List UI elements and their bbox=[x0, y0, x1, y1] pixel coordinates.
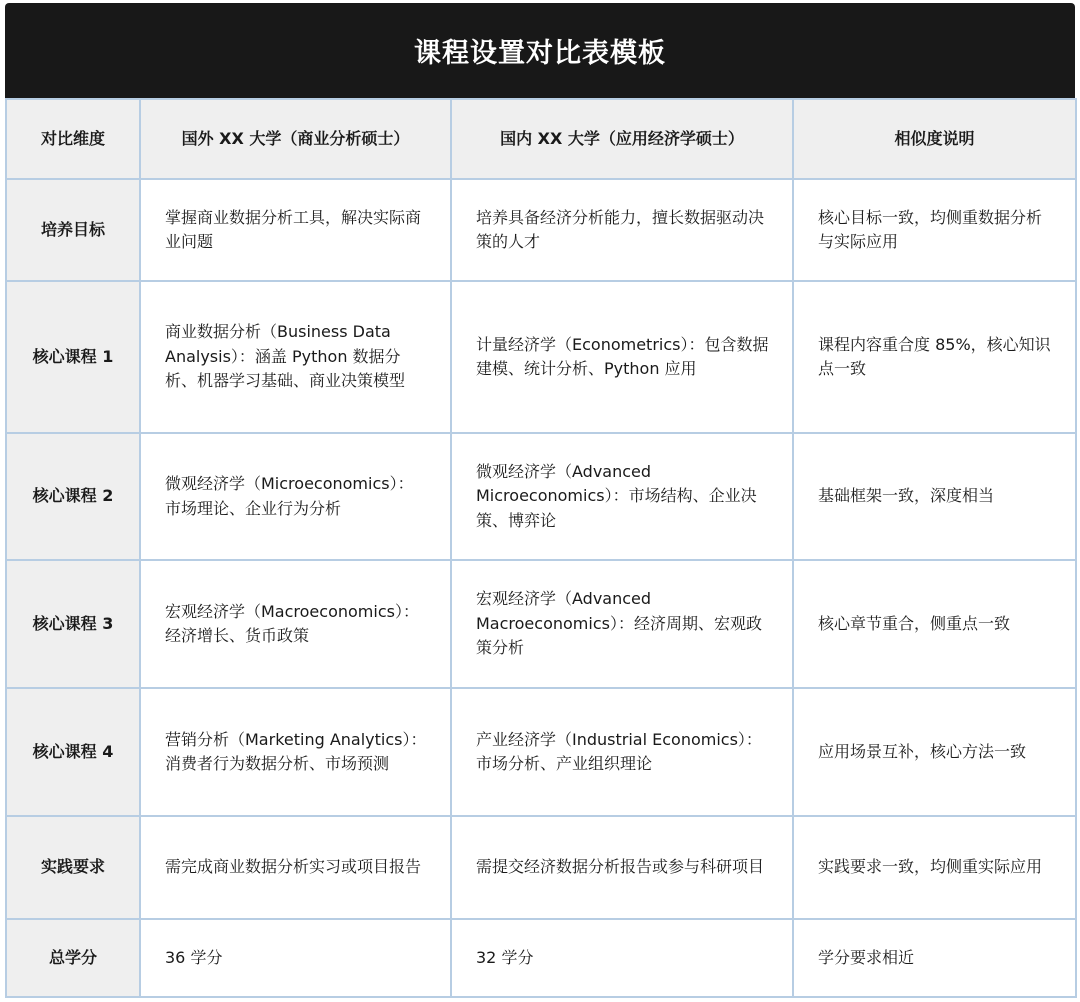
row-domestic: 32 学分 bbox=[451, 919, 793, 997]
row-dimension: 总学分 bbox=[6, 919, 140, 997]
title-bar bbox=[5, 3, 1075, 98]
row-similarity: 课程内容重合度 85%，核心知识点一致 bbox=[793, 281, 1076, 433]
row-domestic: 微观经济学（Advanced Microeconomics）：市场结构、企业决策、博弈论 bbox=[451, 433, 793, 560]
row-domestic: 宏观经济学（Advanced Macroeconomics）：经济周期、宏观政策分析 bbox=[451, 560, 793, 688]
row-domestic: 需提交经济数据分析报告或参与科研项目 bbox=[451, 816, 793, 919]
row-foreign: 商业数据分析（Business Data Analysis）：涵盖 Python 数据分析、机器学习基础、商业决策模型 bbox=[140, 281, 451, 433]
row-foreign: 宏观经济学（Macroeconomics）：经济增长、货币政策 bbox=[140, 560, 451, 688]
row-dimension: 核心课程 3 bbox=[6, 560, 140, 688]
row-foreign: 掌握商业数据分析工具，解决实际商业问题 bbox=[140, 179, 451, 281]
row-dimension: 核心课程 1 bbox=[6, 281, 140, 433]
row-domestic: 计量经济学（Econometrics）：包含数据建模、统计分析、Python 应用 bbox=[451, 281, 793, 433]
row-dimension: 培养目标 bbox=[6, 179, 140, 281]
header-foreign: 国外 XX 大学（商业分析硕士） bbox=[140, 99, 451, 179]
row-similarity: 应用场景互补，核心方法一致 bbox=[793, 688, 1076, 816]
table-row bbox=[6, 688, 1076, 816]
row-similarity: 实践要求一致，均侧重实际应用 bbox=[793, 816, 1076, 919]
row-similarity: 核心章节重合，侧重点一致 bbox=[793, 560, 1076, 688]
row-similarity: 学分要求相近 bbox=[793, 919, 1076, 997]
header-row bbox=[6, 99, 1076, 179]
comparison-table bbox=[5, 98, 1077, 998]
row-dimension: 实践要求 bbox=[6, 816, 140, 919]
row-domestic: 产业经济学（Industrial Economics）：市场分析、产业组织理论 bbox=[451, 688, 793, 816]
header-dimension: 对比维度 bbox=[6, 99, 140, 179]
row-foreign: 微观经济学（Microeconomics）：市场理论、企业行为分析 bbox=[140, 433, 451, 560]
table-row bbox=[6, 560, 1076, 688]
row-foreign: 营销分析（Marketing Analytics）：消费者行为数据分析、市场预测 bbox=[140, 688, 451, 816]
row-dimension: 核心课程 4 bbox=[6, 688, 140, 816]
row-dimension: 核心课程 2 bbox=[6, 433, 140, 560]
row-foreign: 36 学分 bbox=[140, 919, 451, 997]
row-similarity: 核心目标一致，均侧重数据分析与实际应用 bbox=[793, 179, 1076, 281]
row-similarity: 基础框架一致，深度相当 bbox=[793, 433, 1076, 560]
table-row bbox=[6, 281, 1076, 433]
table-row bbox=[6, 816, 1076, 919]
row-foreign: 需完成商业数据分析实习或项目报告 bbox=[140, 816, 451, 919]
row-domestic: 培养具备经济分析能力，擅长数据驱动决策的人才 bbox=[451, 179, 793, 281]
table-row bbox=[6, 179, 1076, 281]
table-row bbox=[6, 919, 1076, 997]
header-domestic: 国内 XX 大学（应用经济学硕士） bbox=[451, 99, 793, 179]
header-similarity: 相似度说明 bbox=[793, 99, 1076, 179]
page-title: 课程设置对比表模板 bbox=[414, 38, 666, 69]
table-row bbox=[6, 433, 1076, 560]
